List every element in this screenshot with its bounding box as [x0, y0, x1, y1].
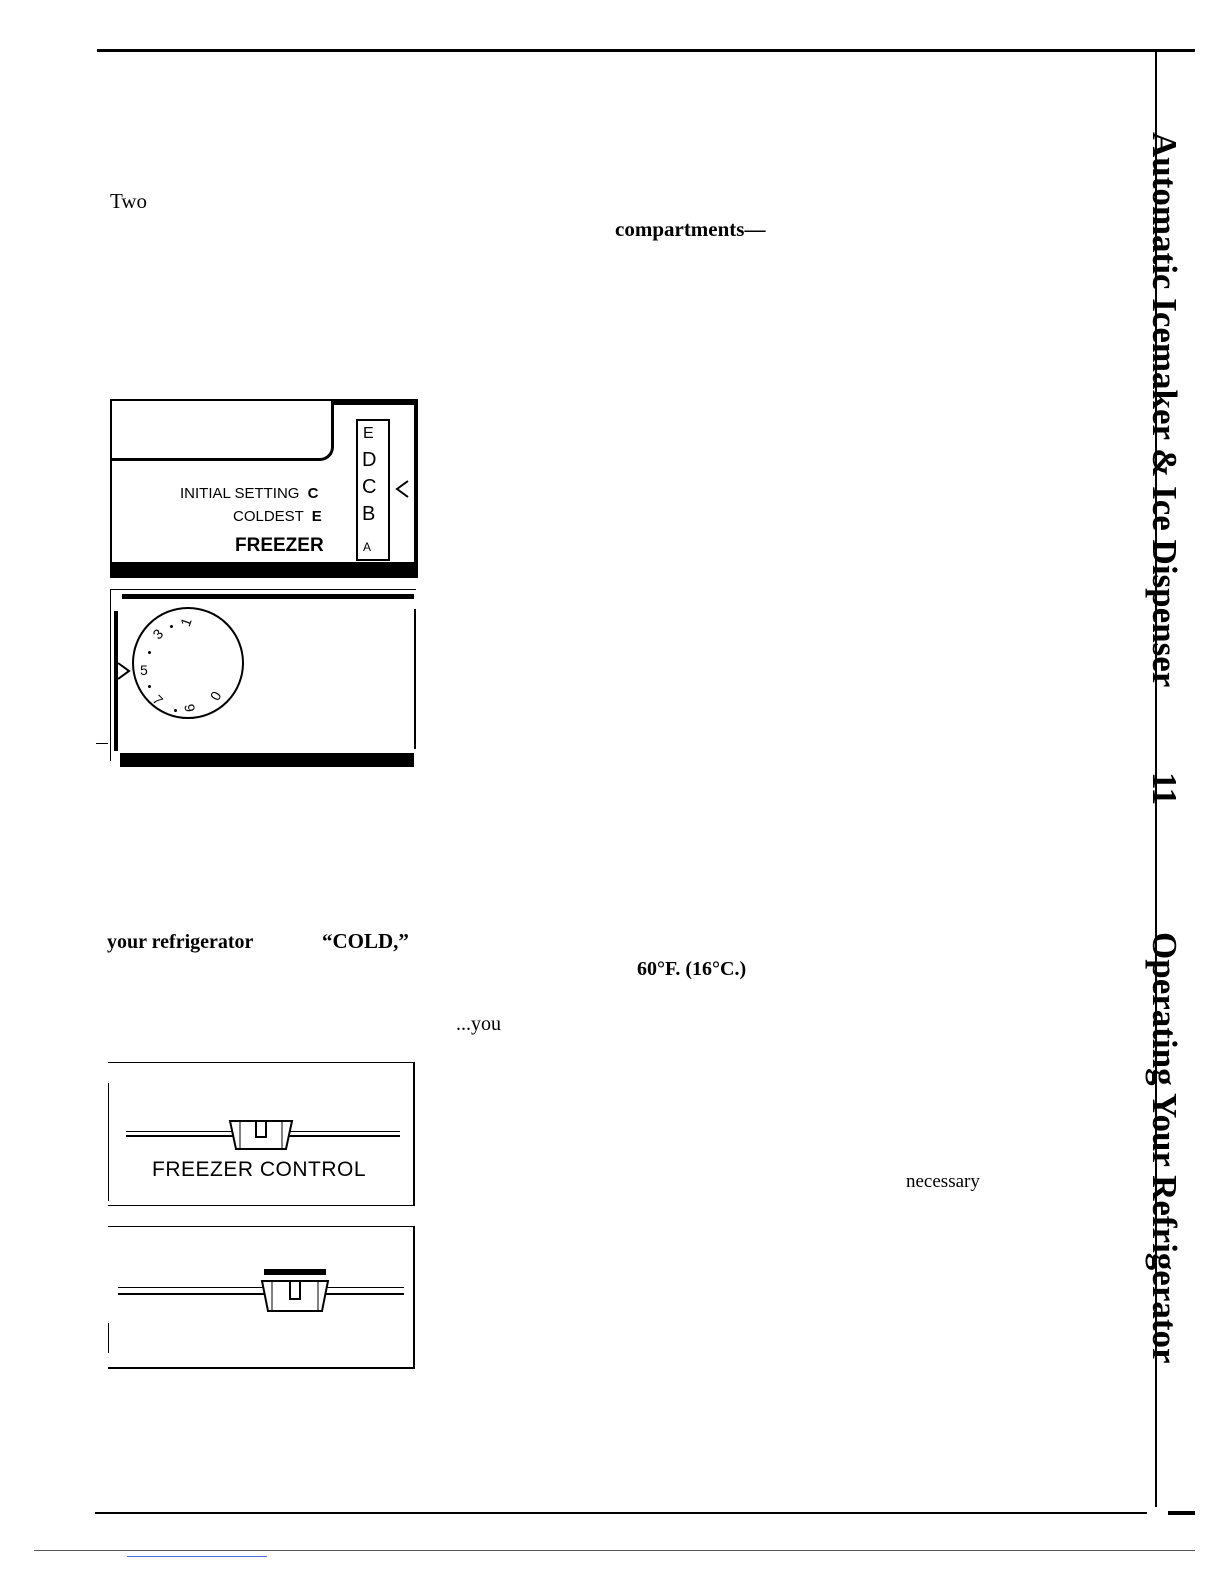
recess-outline: [110, 399, 334, 461]
freezer-control-label: FREEZER CONTROL: [152, 1158, 367, 1181]
dial-number-7: 7: [149, 691, 167, 709]
letter-c: C: [362, 476, 377, 498]
text-you: ...you: [456, 1013, 501, 1035]
freezer-slider-diagram: [108, 1062, 415, 1206]
top-rule: [97, 49, 1195, 52]
text-cold: “COLD,”: [322, 929, 409, 953]
text-temperature: 60°F. (16°C.): [637, 958, 747, 980]
text-compartments: compartments—: [615, 217, 766, 241]
initial-setting-label: INITIAL SETTING C: [180, 485, 319, 502]
panel-bottom-bar: [110, 562, 418, 578]
page-number: 11: [1145, 772, 1184, 806]
letter-a: A: [363, 540, 372, 554]
text-two: Two: [110, 189, 148, 213]
freezer-label: FREEZER: [235, 535, 324, 556]
dial-number-5: 5: [140, 662, 148, 678]
letter-b: B: [362, 503, 376, 525]
bottom-rule-right: [1168, 1511, 1195, 1515]
footer-link-underline: [127, 1556, 267, 1557]
slider-knob-icon: [226, 1119, 296, 1153]
bottom-rule: [95, 1512, 1147, 1514]
fresh-food-slider-diagram: [108, 1226, 415, 1369]
dial-pointer-icon: [116, 661, 132, 681]
fresh-food-control-diagram: [108, 589, 418, 769]
letter-d: D: [362, 449, 377, 471]
freezer-control-diagram: [110, 399, 418, 579]
dial-number-9: 9: [181, 702, 199, 714]
dial-number-3: 3: [149, 625, 167, 643]
side-title-chapter: Operating Your Refrigerator: [1145, 932, 1184, 1364]
side-title-section: Automatic Icemaker & Ice Dispenser: [1145, 132, 1184, 688]
pointer-icon: [395, 479, 409, 499]
footer-rule: [34, 1550, 1195, 1551]
dial-number-0: 0: [207, 688, 225, 704]
letter-e: E: [363, 425, 374, 442]
slider-knob-icon: [258, 1279, 332, 1315]
dial-number-1: 1: [177, 615, 195, 629]
text-necessary: necessary: [906, 1171, 980, 1192]
coldest-label: COLDEST E: [233, 508, 322, 525]
text-your-refrigerator: your refrigerator: [107, 931, 254, 953]
